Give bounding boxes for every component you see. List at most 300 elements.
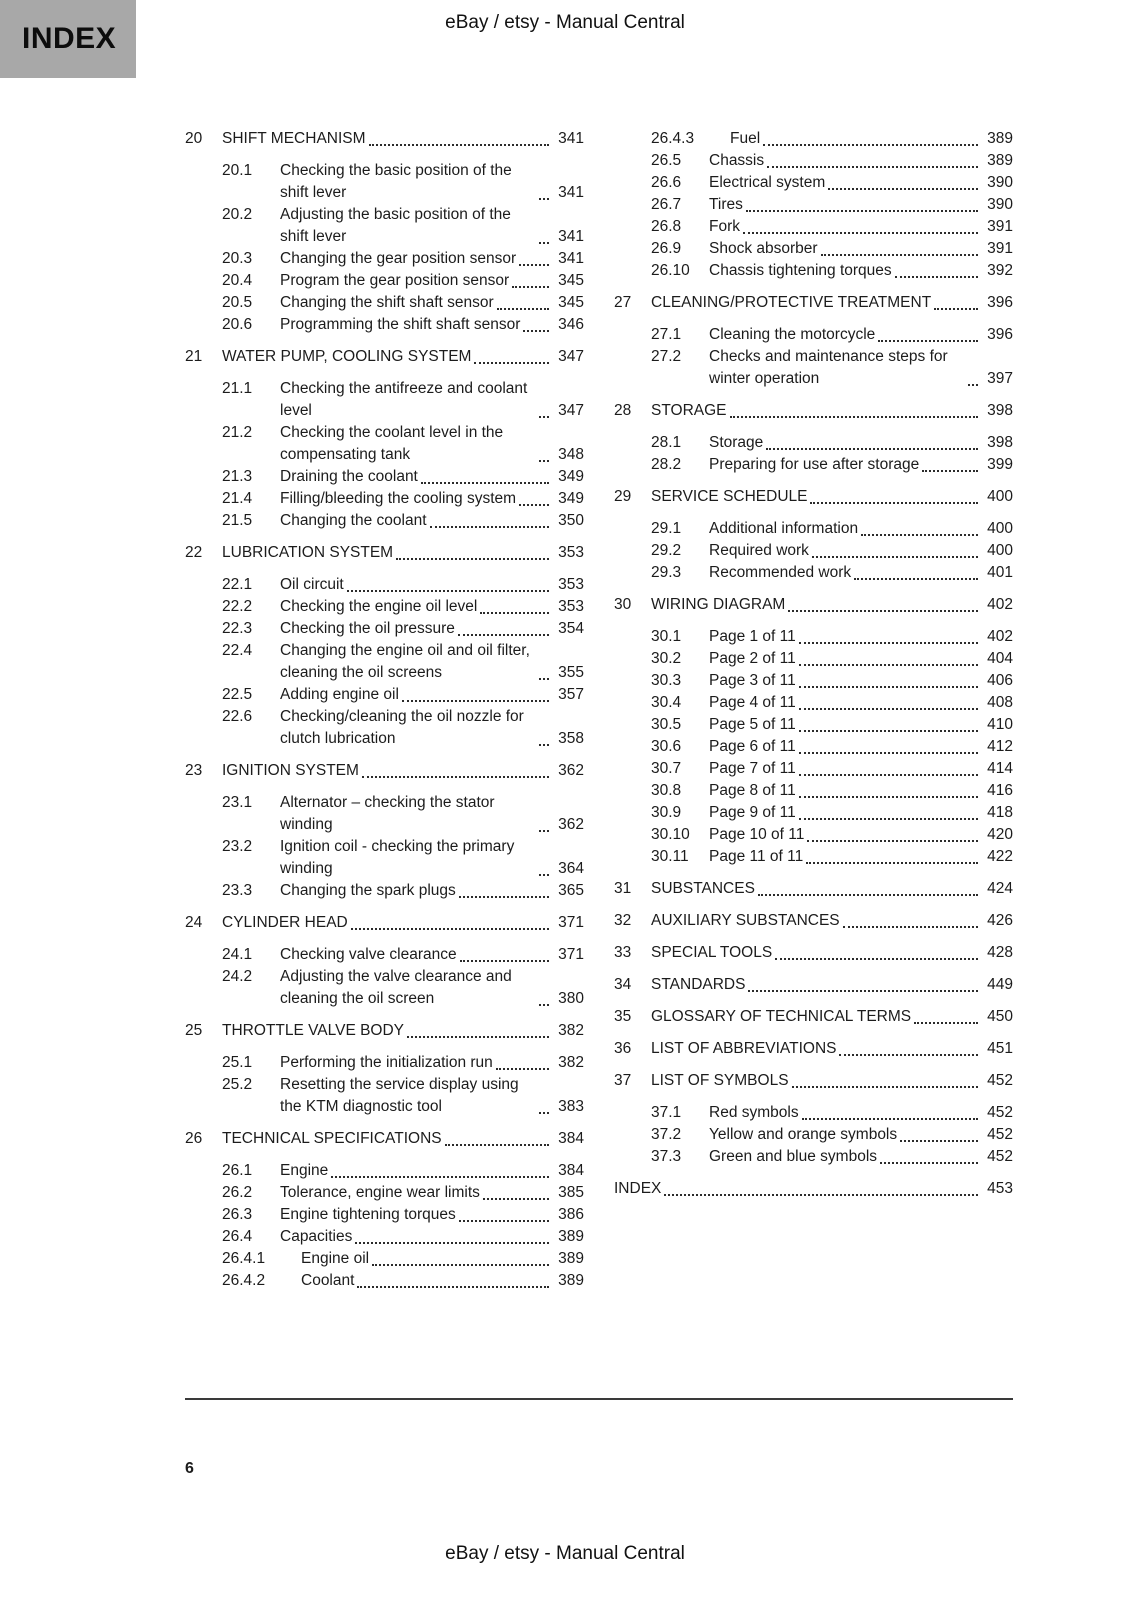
toc-entry-number: 21.2 — [222, 424, 253, 441]
dot-leader — [839, 1054, 978, 1056]
dot-leader — [806, 862, 978, 864]
toc-entry — [185, 204, 584, 248]
toc-entry — [185, 1204, 584, 1226]
dot-leader — [539, 416, 549, 418]
toc-entry-number: 26.4.3 — [651, 130, 695, 147]
dot-leader — [799, 708, 978, 710]
toc-entry-body — [280, 596, 584, 618]
dot-leader — [474, 362, 549, 364]
dot-leader — [539, 1004, 549, 1006]
toc-entry — [614, 736, 1013, 758]
toc-entry-number: 26.4.2 — [222, 1272, 266, 1289]
toc-entry-number: 29.2 — [651, 542, 682, 559]
toc-entry-page: 345 — [558, 272, 584, 289]
toc-entry-title: CYLINDER HEAD — [222, 914, 348, 931]
toc-entry-page: 412 — [987, 738, 1013, 755]
toc-entry-title: STORAGE — [651, 402, 727, 419]
toc-entry-title: SPECIAL TOOLS — [651, 944, 773, 961]
toc-entry-page: 346 — [558, 316, 584, 333]
dot-leader — [812, 556, 978, 558]
toc-entry-number: 30.11 — [651, 848, 689, 865]
dot-leader — [799, 774, 978, 776]
toc-entry-body — [222, 542, 584, 564]
toc-entry-body — [280, 574, 584, 596]
toc-entry-title: Engine — [280, 1162, 329, 1179]
toc-entry-page: 341 — [558, 130, 584, 147]
toc-entry-page: 400 — [987, 520, 1013, 537]
toc-entry — [614, 400, 1013, 422]
toc-entry-page: 408 — [987, 694, 1013, 711]
toc-entry-number: 26.2 — [222, 1184, 253, 1201]
toc-entry-number: 30.6 — [651, 738, 682, 755]
dot-leader — [460, 960, 549, 962]
toc-entry-body — [709, 1102, 1013, 1124]
toc-entry — [185, 880, 584, 902]
toc-entry-number: 26 — [185, 1130, 203, 1147]
toc-entry-number: 25 — [185, 1022, 203, 1039]
toc-entry-page: 371 — [558, 946, 584, 963]
toc-entry-title: Adding engine oil — [280, 686, 399, 703]
toc-entry-body — [280, 1226, 584, 1248]
toc-entry-title: Chassis tightening torques — [709, 262, 892, 279]
dot-leader — [934, 308, 978, 310]
toc-entry — [185, 618, 584, 640]
dot-leader — [331, 1176, 549, 1178]
dot-leader — [843, 926, 978, 928]
dot-leader — [878, 340, 978, 342]
toc-entry-page: 353 — [558, 576, 584, 593]
toc-entry-body — [280, 270, 584, 292]
toc-entry-page: 383 — [558, 1098, 584, 1115]
toc-entry-page: 449 — [987, 976, 1013, 993]
toc-entry-page: 389 — [558, 1228, 584, 1245]
toc-entry-page: 386 — [558, 1206, 584, 1223]
toc-entry — [185, 684, 584, 706]
toc-entry-page: 451 — [987, 1040, 1013, 1057]
dot-leader — [396, 558, 549, 560]
toc-entry-page: 404 — [987, 650, 1013, 667]
toc-entry-body — [651, 1038, 1013, 1060]
toc-entry-body — [222, 1128, 584, 1150]
toc-entry-number: 26.5 — [651, 152, 682, 169]
dot-leader — [496, 1068, 549, 1070]
toc-entry-number: 26.4.1 — [222, 1250, 266, 1267]
toc-entry-title: Required work — [709, 542, 809, 559]
toc-entry — [185, 270, 584, 292]
toc-entry-number: 20.2 — [222, 206, 253, 223]
toc-entry-number: 25.2 — [222, 1076, 253, 1093]
toc-entry — [185, 1248, 584, 1270]
toc-entry-title: SUBSTANCES — [651, 880, 755, 897]
toc-entry-title: Changing the engine oil and oil filter, cleaning the oil screens — [280, 642, 530, 681]
toc-entry-title: Checking the engine oil level — [280, 598, 478, 615]
toc-entry-page: 422 — [987, 848, 1013, 865]
toc-entry-number: 20.1 — [222, 162, 253, 179]
toc-entry-page: 362 — [558, 762, 584, 779]
toc-entry-page: 341 — [558, 228, 584, 245]
toc-entry-title: LIST OF SYMBOLS — [651, 1072, 789, 1089]
toc-entry-number: 37.3 — [651, 1148, 682, 1165]
toc-entry-body — [709, 454, 1013, 476]
toc-entry-page: 347 — [558, 402, 584, 419]
toc-entry-title: Shock absorber — [709, 240, 818, 257]
toc-entry-body — [280, 880, 584, 902]
toc-entry-page: 410 — [987, 716, 1013, 733]
toc-entry-number: 23 — [185, 762, 203, 779]
toc-entry-number: 21.1 — [222, 380, 253, 397]
toc-entry-body — [651, 1070, 1013, 1092]
header-title: eBay / etsy - Manual Central — [445, 12, 685, 33]
toc-entry-number: 31 — [614, 880, 632, 897]
toc-entry-body — [301, 1248, 584, 1270]
toc-entry-body — [222, 912, 584, 934]
toc-entry — [185, 292, 584, 314]
dot-leader — [539, 1112, 549, 1114]
toc-entry — [185, 574, 584, 596]
toc-entry — [614, 1102, 1013, 1124]
toc-entry-page: 416 — [987, 782, 1013, 799]
toc-entry-number: 29 — [614, 488, 632, 505]
toc-entry-page: 371 — [558, 914, 584, 931]
toc-entry — [185, 1182, 584, 1204]
toc-entry-body — [651, 292, 1013, 314]
toc-entry-title: CLEANING/PROTECTIVE TREATMENT — [651, 294, 932, 311]
toc-entry-number: 30.8 — [651, 782, 682, 799]
dot-leader — [664, 1194, 978, 1196]
toc-entry-title: Green and blue symbols — [709, 1148, 878, 1165]
toc-entry — [614, 780, 1013, 802]
toc-entry-title: Changing the gear position sensor — [280, 250, 517, 267]
toc-entry — [185, 128, 584, 150]
toc-entry-title: Changing the coolant — [280, 512, 427, 529]
toc-entry — [185, 488, 584, 510]
toc-entry-page: 391 — [987, 240, 1013, 257]
toc-entry-title: INDEX — [614, 1180, 662, 1197]
toc-entry-page: 400 — [987, 542, 1013, 559]
toc-entry-title: Checking the antifreeze and coolant level — [280, 380, 528, 419]
toc-entry-body — [280, 1052, 584, 1074]
toc-entry-number: 30.5 — [651, 716, 682, 733]
toc-entry-number: 30.3 — [651, 672, 682, 689]
toc-entry-title: SERVICE SCHEDULE — [651, 488, 808, 505]
toc-entry-title: Page 9 of 11 — [709, 804, 796, 821]
dot-leader — [748, 990, 978, 992]
dot-leader — [402, 700, 549, 702]
dot-leader — [763, 144, 978, 146]
toc-entry — [185, 314, 584, 336]
toc-entry-number: 23.3 — [222, 882, 253, 899]
toc-entry-title: Coolant — [301, 1272, 355, 1289]
dot-leader — [792, 1086, 978, 1088]
dot-leader — [799, 730, 978, 732]
toc-entry-body — [651, 942, 1013, 964]
dot-leader — [355, 1242, 549, 1244]
toc-entry-page: 347 — [558, 348, 584, 365]
toc-entry-title: Programming the shift shaft sensor — [280, 316, 521, 333]
toc-entry — [614, 824, 1013, 846]
toc-entry — [614, 714, 1013, 736]
toc-entry-page: 452 — [987, 1126, 1013, 1143]
toc-entry — [185, 542, 584, 564]
toc-entry-body — [280, 684, 584, 706]
toc-entry-body — [709, 692, 1013, 714]
toc-entry-page: 349 — [558, 468, 584, 485]
toc-entry-body — [280, 292, 584, 314]
toc-entry-page: 341 — [558, 250, 584, 267]
toc-entry-number: 21 — [185, 348, 203, 365]
toc-entry-body — [280, 1204, 584, 1226]
toc-entry-page: 418 — [987, 804, 1013, 821]
footer-title: eBay / etsy - Manual Central — [445, 1543, 685, 1564]
toc-entry-number: 30.4 — [651, 694, 682, 711]
toc-entry — [185, 966, 584, 1010]
toc-entry — [614, 692, 1013, 714]
toc-entry-number: 28 — [614, 402, 632, 419]
toc-entry-body — [709, 780, 1013, 802]
dot-leader — [880, 1162, 978, 1164]
toc-entry-number: 20.6 — [222, 316, 253, 333]
toc-entry-body — [709, 1124, 1013, 1146]
toc-entry — [614, 324, 1013, 346]
toc-entry — [614, 194, 1013, 216]
toc-entry-page: 384 — [558, 1130, 584, 1147]
toc-entry — [614, 1006, 1013, 1028]
toc-entry-body — [709, 518, 1013, 540]
toc-column-right — [614, 128, 1013, 1292]
toc-entry — [185, 760, 584, 782]
dot-leader — [799, 752, 978, 754]
toc-entry — [185, 1160, 584, 1182]
toc-entry — [185, 378, 584, 422]
toc-entry — [614, 486, 1013, 508]
toc-entry — [614, 518, 1013, 540]
toc-entry-number: 28.1 — [651, 434, 682, 451]
toc-entry-title: Cleaning the motorcycle — [709, 326, 876, 343]
toc-entry-number: 26.10 — [651, 262, 690, 279]
dot-leader — [767, 166, 978, 168]
dot-leader — [347, 590, 549, 592]
toc-entry — [614, 1146, 1013, 1168]
toc-entry-number: 30.1 — [651, 628, 682, 645]
toc-entry-page: 382 — [558, 1054, 584, 1071]
dot-leader — [807, 840, 978, 842]
toc-entry-page: 353 — [558, 544, 584, 561]
toc-entry — [614, 150, 1013, 172]
toc-entry-title: Capacities — [280, 1228, 353, 1245]
toc-entry-title: Filling/bleeding the cooling system — [280, 490, 517, 507]
toc-entry-number: 26.8 — [651, 218, 682, 235]
toc-entry-page: 391 — [987, 218, 1013, 235]
toc-entry — [614, 238, 1013, 260]
toc-entry — [185, 596, 584, 618]
toc-entry-number: 26.9 — [651, 240, 682, 257]
dot-leader — [746, 210, 978, 212]
toc-entry-body — [709, 626, 1013, 648]
toc-entry-title: Preparing for use after storage — [709, 456, 920, 473]
toc-entry — [614, 1038, 1013, 1060]
toc-entry-number: 33 — [614, 944, 632, 961]
toc-entry — [614, 910, 1013, 932]
dot-leader — [519, 264, 549, 266]
toc-entry-title: Checks and maintenance steps for winter operation — [709, 348, 948, 387]
toc-entry — [185, 160, 584, 204]
toc-entry-body — [709, 194, 1013, 216]
dot-leader — [730, 416, 978, 418]
toc-entry-title: LIST OF ABBREVIATIONS — [651, 1040, 837, 1057]
toc-entry-title: STANDARDS — [651, 976, 746, 993]
toc-entry-number: 20.4 — [222, 272, 253, 289]
toc-entry-number: 30.9 — [651, 804, 682, 821]
toc-entry — [614, 878, 1013, 900]
toc-entry-body — [709, 238, 1013, 260]
toc-entry-number: 20 — [185, 130, 203, 147]
toc-entry-body — [709, 562, 1013, 584]
toc-entry-number: 24.1 — [222, 946, 253, 963]
toc-entry-title: Checking the coolant level in the compensating tank — [280, 424, 504, 463]
toc-entry-number: 26.4 — [222, 1228, 253, 1245]
dot-leader — [458, 634, 549, 636]
toc-entry-body — [280, 640, 584, 684]
toc-entry-page: 452 — [987, 1104, 1013, 1121]
dot-leader — [430, 526, 549, 528]
toc-entry — [614, 128, 1013, 150]
toc-entry-title: Fork — [709, 218, 740, 235]
toc-entry-title: Yellow and orange symbols — [709, 1126, 898, 1143]
toc-entry-page: 406 — [987, 672, 1013, 689]
toc-entry-page: 420 — [987, 826, 1013, 843]
toc-entry-number: 21.3 — [222, 468, 253, 485]
toc-entry — [185, 944, 584, 966]
toc-entry-page: 398 — [987, 434, 1013, 451]
toc-entry-title: Page 10 of 11 — [709, 826, 805, 843]
toc-entry — [185, 1128, 584, 1150]
toc-entry-body — [709, 150, 1013, 172]
toc-entry-page: 450 — [987, 1008, 1013, 1025]
toc-entry — [185, 422, 584, 466]
toc-entry-page: 396 — [987, 326, 1013, 343]
toc-entry-title: IGNITION SYSTEM — [222, 762, 359, 779]
toc-entry-page: 401 — [987, 564, 1013, 581]
toc-entry-page: 355 — [558, 664, 584, 681]
toc-entry-number: 22.1 — [222, 576, 253, 593]
toc-entry-title: THROTTLE VALVE BODY — [222, 1022, 405, 1039]
toc-entry — [614, 1124, 1013, 1146]
dot-leader — [459, 1220, 549, 1222]
dot-leader — [369, 144, 549, 146]
toc-entry-body — [280, 378, 584, 422]
dot-leader — [512, 286, 549, 288]
toc-entry — [614, 292, 1013, 314]
dot-leader — [421, 482, 549, 484]
dot-leader — [788, 610, 978, 612]
toc-entry-title: Adjusting the basic position of the shift lever — [280, 206, 511, 245]
toc-entry-body — [222, 346, 584, 368]
toc-entry-title: Oil circuit — [280, 576, 344, 593]
toc-entry-page: 389 — [987, 152, 1013, 169]
toc-entry-number: 21.5 — [222, 512, 253, 529]
toc-entry — [185, 466, 584, 488]
toc-entry-body — [280, 466, 584, 488]
dot-leader — [895, 276, 978, 278]
footer-divider — [185, 1398, 1013, 1400]
dot-leader — [802, 1118, 978, 1120]
toc-entry-title: Adjusting the valve clearance and cleaning the oil screen — [280, 968, 512, 1007]
toc-entry-title: Engine tightening torques — [280, 1206, 456, 1223]
toc-entry-title: AUXILIARY SUBSTANCES — [651, 912, 840, 929]
toc-entry-number: 25.1 — [222, 1054, 253, 1071]
toc-entry-title: Changing the spark plugs — [280, 882, 456, 899]
toc-entry-body — [709, 670, 1013, 692]
toc-entry-body — [222, 760, 584, 782]
toc-entry-body — [301, 1270, 584, 1292]
toc-entry-title: Page 3 of 11 — [709, 672, 796, 689]
toc-entry-number: 22.6 — [222, 708, 253, 725]
toc-entry — [614, 216, 1013, 238]
dot-leader — [480, 612, 549, 614]
toc-entry-page: 402 — [987, 628, 1013, 645]
toc-entry-page: 362 — [558, 816, 584, 833]
toc-entry-body — [280, 248, 584, 270]
toc-entry-body — [730, 128, 1013, 150]
toc-entry-number: 26.1 — [222, 1162, 253, 1179]
toc-entry-title: WIRING DIAGRAM — [651, 596, 786, 613]
toc-entry-body — [709, 432, 1013, 454]
toc-entry-title: Fuel — [730, 130, 761, 147]
toc-entry-page: 341 — [558, 184, 584, 201]
toc-entry-body — [709, 736, 1013, 758]
toc-entry-body — [280, 1074, 584, 1118]
dot-leader — [799, 664, 978, 666]
dot-leader — [372, 1264, 549, 1266]
dot-leader — [539, 242, 549, 244]
dot-leader — [766, 448, 978, 450]
toc-entry-body — [280, 488, 584, 510]
toc-entry-body — [651, 974, 1013, 996]
toc-entry-title: Draining the coolant — [280, 468, 418, 485]
toc-entry-body — [651, 486, 1013, 508]
toc-entry-title: Page 5 of 11 — [709, 716, 796, 733]
toc-entry-number: 22.2 — [222, 598, 253, 615]
toc-entry-number: 24.2 — [222, 968, 253, 985]
dot-leader — [519, 504, 549, 506]
toc-entry — [185, 1052, 584, 1074]
toc-entry — [185, 1270, 584, 1292]
index-tab-label: INDEX — [22, 22, 117, 55]
toc-entry-title: GLOSSARY OF TECHNICAL TERMS — [651, 1008, 912, 1025]
toc-entry — [614, 1070, 1013, 1092]
toc-entry-page: 384 — [558, 1162, 584, 1179]
toc-entry-title: Page 11 of 11 — [709, 848, 804, 865]
dot-leader — [539, 198, 549, 200]
toc-entry-body — [651, 1006, 1013, 1028]
toc-entry-title: Page 6 of 11 — [709, 738, 796, 755]
toc-entry-number: 23.1 — [222, 794, 253, 811]
toc-entry-page: 390 — [987, 196, 1013, 213]
toc-entry-title: Engine oil — [301, 1250, 370, 1267]
toc-entry-page: 397 — [987, 370, 1013, 387]
toc-entry-title: Page 7 of 11 — [709, 760, 796, 777]
toc-entry-page: 398 — [987, 402, 1013, 419]
toc-entry-number: 32 — [614, 912, 632, 929]
toc-entry — [185, 706, 584, 750]
dot-leader — [758, 894, 978, 896]
toc-entry-body — [709, 824, 1013, 846]
toc-entry-number: 20.3 — [222, 250, 253, 267]
toc-entry-page: 389 — [558, 1272, 584, 1289]
toc-entry-number: 37.2 — [651, 1126, 682, 1143]
toc-entry-number: 30.7 — [651, 760, 682, 777]
toc-entry-body — [709, 648, 1013, 670]
